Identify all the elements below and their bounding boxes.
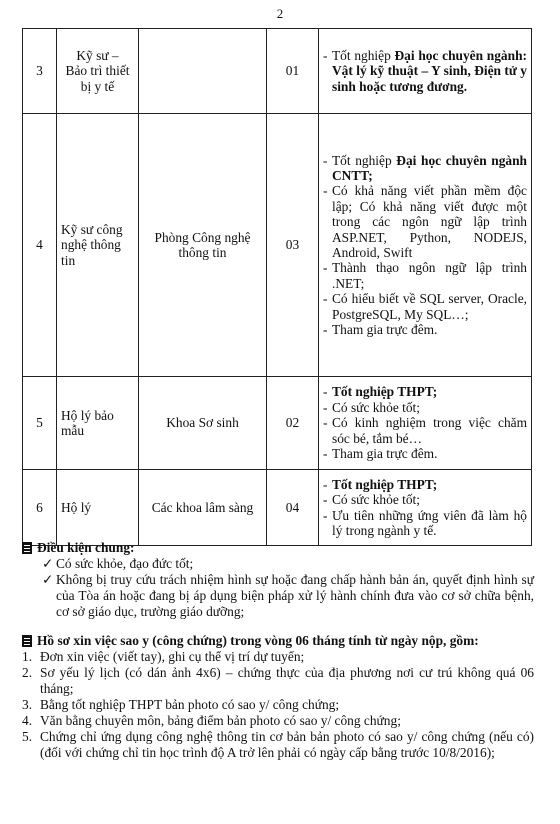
position-cell [57, 114, 139, 377]
requirement-item: - Thành thạo ngôn ngữ lập trình .NET; [323, 260, 527, 291]
department-cell: Khoa Sơ sinh [139, 377, 267, 470]
requirement-item: - Tốt nghiệp THPT; [323, 476, 438, 492]
requirement-bold-text: Tốt nghiệp THPT; [332, 476, 438, 492]
quantity-cell: 03 [267, 114, 319, 377]
requirement-text: Tham gia trực đêm. [332, 446, 438, 462]
position-line: mẫu [61, 423, 85, 438]
document-icon [22, 635, 32, 647]
requirement-text: Tham gia trực đêm. [332, 322, 438, 338]
quantity-cell: 01 [267, 29, 319, 114]
requirement-item: - Có sức khỏe tốt; [323, 492, 420, 508]
requirements-cell [319, 470, 532, 546]
requirement-item: - Có sức khỏe tốt; [323, 399, 420, 415]
position-cell [57, 29, 139, 114]
position-line: nghệ thông [61, 237, 121, 253]
table-row [23, 114, 532, 377]
requirements-cell [319, 114, 532, 377]
requirement-bold-text: Tốt nghiệp THPT; [332, 384, 438, 400]
requirement-item: - Ưu tiên những ứng viên đã làm hộ lý trong ngành y tế. [323, 507, 527, 538]
dossier-item: 3. Bằng tốt nghiệp THPT bản photo có sao y/ công chứng; [22, 697, 340, 712]
dossier-item: 4. Văn bằng chuyên môn, bảng điểm bản photo có sao y/ công chứng; [22, 713, 401, 728]
requirement-item: - Tốt nghiệp THPT; [323, 384, 438, 400]
row-number: 5 [23, 377, 57, 470]
row-number: 3 [23, 29, 57, 114]
condition-item: ✓ Có sức khỏe, đạo đức tốt; [42, 556, 194, 571]
requirement-item: - Có khả năng viết phần mềm độc lập; Có khả năng viết được một trong các ngôn ngữ lập trình ASP.NET, Python, NODEJS, Android, Swift [323, 183, 527, 260]
dossier-section [22, 633, 534, 761]
requirement-text: Có sức khỏe tốt; [332, 399, 420, 415]
requirement-text: Có sức khỏe tốt; [332, 492, 420, 508]
table-row [23, 377, 532, 470]
page-number: 2 [276, 6, 284, 21]
requirement-text: Có khả năng viết phần mềm độc lập; Có khả năng viết được một trong các ngôn ngữ lập trình ASP.NET, Python, NODEJS, Android, Swift [332, 183, 527, 260]
condition-item: ✓ Không bị truy cứu trách nhiệm hình sự hoặc đang chấp hành bản án, quyết định hình sự của Tòa án hoặc đang bị áp dụng biện pháp xử lý hành chính đưa vào cơ sở chữa bệnh, cơ sở giáo dục, trường giáo dưỡng; [42, 572, 534, 619]
requirement-bold-text: Đại học chuyên ngành: Vật lý kỹ thuật – Y sinh, Điện tử y sinh hoặc tương đương. [332, 47, 527, 94]
position-line: tin [61, 252, 76, 268]
position-cell [57, 470, 139, 546]
dossier-item: 2. Sơ yếu lý lịch (có dán ảnh 4x6) – chứng thực của địa phương nơi cư trú không quá 06 tháng; [22, 665, 534, 696]
requirement-text: Tốt nghiệp [332, 152, 397, 168]
requirement-text: Ưu tiên những ứng viên đã làm hộ lý trong ngành y tế. [332, 507, 527, 538]
dossier-heading: Hồ sơ xin việc sao y (công chứng) trong vòng 06 tháng tính từ ngày nộp, gồm: [22, 633, 534, 649]
requirement-item: - Có hiểu biết về SQL server, Oracle, PostgreSQL, My SQL…; [323, 291, 527, 322]
general-heading: Điều kiện chung: [22, 540, 534, 556]
requirement-item: - Tham gia trực đêm. [323, 446, 438, 462]
requirement-item: - Tham gia trực đêm. [323, 322, 438, 338]
quantity-cell: 02 [267, 377, 319, 470]
department-cell: Các khoa lâm sàng [139, 470, 267, 546]
requirement-item: - Có kinh nghiệm trong việc chăm sóc bé, tắm bé… [323, 415, 527, 446]
table-row [23, 29, 532, 114]
job-table [22, 28, 532, 546]
general-conditions [22, 540, 534, 620]
department-cell: Phòng Công nghệ thông tin [139, 114, 267, 377]
position-line: Kỹ sư – [76, 47, 119, 63]
requirement-text: Có hiểu biết về SQL server, Oracle, PostgreSQL, My SQL…; [332, 291, 527, 322]
requirements-cell [319, 377, 532, 470]
row-number: 6 [23, 470, 57, 546]
position-line: Bảo trì thiết [65, 63, 130, 79]
requirement-bold-text: Đại học chuyên ngành CNTT; [332, 152, 527, 183]
department-cell [139, 29, 267, 114]
requirement-text: Tốt nghiệp [332, 47, 395, 63]
position-line: Kỹ sư công [61, 221, 123, 237]
table-row [23, 470, 532, 546]
document-icon [22, 542, 32, 554]
checkmark-icon: ✓ [42, 572, 54, 587]
position-line: Hộ lý bảo [61, 407, 114, 423]
requirement-item: - Tốt nghiệp Đại học chuyên ngành: Vật lý kỹ thuật – Y sinh, Điện tử y sinh hoặc tương đương. [323, 47, 527, 94]
position-line: Hộ lý [61, 499, 92, 515]
position-line: bị y tế [80, 78, 115, 94]
position-cell [57, 377, 139, 470]
requirement-text: Thành thạo ngôn ngữ lập trình .NET; [332, 260, 527, 291]
checkmark-icon: ✓ [42, 556, 54, 571]
dossier-item: 1. Đơn xin việc (viết tay), ghi cụ thể vị trí dự tuyển; [22, 649, 305, 664]
requirements-cell [319, 29, 532, 114]
quantity-cell: 04 [267, 470, 319, 546]
requirement-item: - Tốt nghiệp Đại học chuyên ngành CNTT; [323, 152, 527, 183]
row-number: 4 [23, 114, 57, 377]
dossier-item: 5. Chứng chỉ ứng dụng công nghệ thông tin cơ bản bản photo có sao y/ công chứng (nếu có) (đối với chứng chỉ tin học trình độ A trở lên phải có ngày cấp bằng trước 10/8/2016); [22, 729, 534, 760]
requirement-text: Có kinh nghiệm trong việc chăm sóc bé, tắm bé… [332, 415, 527, 446]
